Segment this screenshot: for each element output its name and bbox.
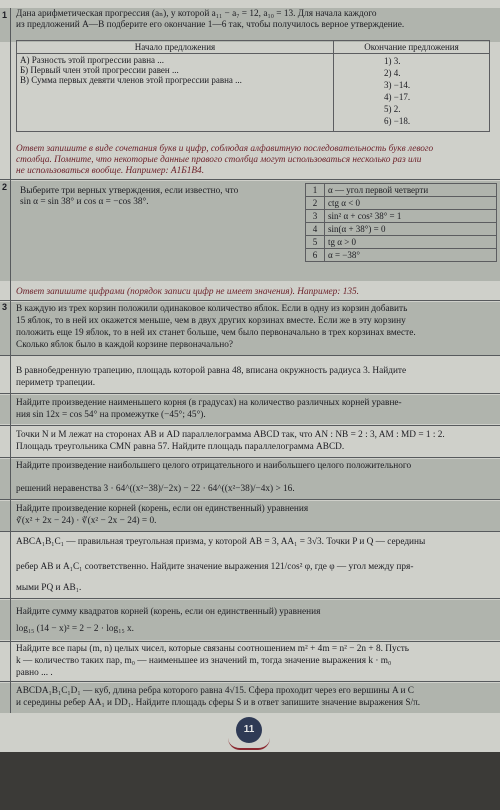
divider xyxy=(0,179,500,180)
task-number-1: 1 xyxy=(1,10,7,20)
task-9-line-3: мыми PQ и AB₁. xyxy=(16,583,82,593)
task-2-instruction: Ответ запишите цифрами (порядок записи цифр не имеет значения). Например: 135. xyxy=(16,287,359,297)
table2-n-2: 2 xyxy=(306,197,325,210)
table2-n-4: 4 xyxy=(306,223,325,236)
background-below-page xyxy=(0,752,500,810)
task-9-line-1: ABCA₁B₁C₁ — правильная треугольная призма, у которой AB = 3, AA₁ = 3√3. Точки P и Q — середины xyxy=(16,537,426,547)
table1-option-6: 6) −18. xyxy=(384,116,411,126)
task-3-line-4: Сколько яблок было в каждой корзине первоначально? xyxy=(16,340,233,350)
table1-option-5: 5) 2. xyxy=(384,104,401,114)
task-3-line-1: В каждую из трех корзин положили одинаковое количество яблок. Если в одну из корзин добавить xyxy=(16,304,408,314)
task-7-line-1: Найдите произведение наибольшего целого отрицательного и наибольшего целого положительного xyxy=(16,461,412,471)
task-7-line-2: решений неравенства 3 · 64^((x²−38)/−2x) − 22 · 64^((x²−38)/−4x) > 16. xyxy=(16,484,295,494)
task-10-line-2: log₁₅ (14 − x)² = 2 − 2 · log₁₅ x. xyxy=(16,624,134,634)
task-1-instruction-line-3: не использоваться вообще. Например: А1Б1В4. xyxy=(16,166,205,176)
table1-header-left: Начало предложения xyxy=(17,41,334,54)
table1-right-cell xyxy=(334,54,490,132)
task-4-line-2: периметр трапеции. xyxy=(16,378,96,388)
task-5-line-2: ния sin 12x = cos 54° на промежутке (−45°; 45°). xyxy=(16,410,206,420)
task-1-instruction-line-2: столбца. Помните, что некоторые данные правого столбца могут использоваться несколько раз или xyxy=(16,155,422,165)
task-2-line-1: Выберите три верных утверждения, если известно, что xyxy=(20,186,239,196)
task-10-line-1: Найдите сумму квадратов корней (корень, если он единственный) уравнения xyxy=(16,607,321,617)
task-11-line-2: k — количество таких пар, m₀ — наименьшее из значений m, тогда значение выражения k · m₀ xyxy=(16,656,392,666)
divider xyxy=(0,598,500,599)
task-8-line-2: ∛(x² + 2x − 24) · ∛(x² − 2x − 24) = 0. xyxy=(16,516,157,526)
task-6-line-1: Точки N и M лежат на сторонах AB и AD параллелограмма ABCD так, что AN : NB = 2 : 3, AM : MD = 1 : 2. xyxy=(16,430,445,440)
task-6-line-2: Площадь треугольника CMN равна 57. Найдите площадь параллелограмма ABCD. xyxy=(16,442,345,452)
divider xyxy=(0,300,500,301)
task-2-statements-table xyxy=(305,183,497,262)
table1-row-a: А) Разность этой прогрессии равна ... xyxy=(20,55,165,65)
table2-statement-5: tg α > 0 xyxy=(325,236,497,249)
task-1-line-2: из предложений А—В подберите его окончание 1—6 так, чтобы получилось верное утверждение. xyxy=(16,20,405,30)
task-11-line-3: равно ... . xyxy=(16,668,53,678)
table1-left-cell xyxy=(17,54,334,132)
table1-row-c: В) Сумма первых девяти членов этой прогрессии равна ... xyxy=(20,75,242,85)
task-5-line-1: Найдите произведение наименьшего корня (в градусах) на количество различных корней уравне- xyxy=(16,398,402,408)
table2-statement-1: α — угол первой четверти xyxy=(325,184,497,197)
table2-statement-4: sin(α + 38°) = 0 xyxy=(325,223,497,236)
task-number-3: 3 xyxy=(1,302,7,312)
divider xyxy=(0,457,500,458)
task-1-line-1: Дана арифметическая прогрессия (aₙ), у которой a₁₁ − a₇ = 12, a₁₀ = 13. Для начала каждого xyxy=(16,9,377,19)
divider xyxy=(0,641,500,642)
task-9-line-2: ребер AB и A₁C₁ соответственно. Найдите значение выражения 121/cos² φ, где φ — угол между пря- xyxy=(16,562,414,572)
divider xyxy=(0,393,500,394)
task-12-line-1: ABCDA₁B₁C₁D₁ — куб, длина ребра которого равна 4√15. Сфера проходит через его вершины A и C xyxy=(16,686,414,696)
table2-statement-2: ctg α < 0 xyxy=(325,197,497,210)
task-3-line-2: 15 яблок, то в ней их окажется меньше, чем в двух других корзинах вместе. Если же в эту корзину xyxy=(16,316,406,326)
table1-option-4: 4) −17. xyxy=(384,92,411,102)
table2-n-1: 1 xyxy=(306,184,325,197)
task-1-instruction-line-1: Ответ запишите в виде сочетания букв и цифр, соблюдая алфавитную последовательность букв левого xyxy=(16,144,434,154)
task-8-line-1: Найдите произведение корней (корень, если он единственный) уравнения xyxy=(16,504,309,514)
task-2-line-2: sin α = sin 38° и cos α = −cos 38°. xyxy=(20,197,149,207)
table2-statement-3: sin² α + cos² 38° = 1 xyxy=(325,210,497,223)
divider xyxy=(0,531,500,532)
margin-rule xyxy=(10,8,11,713)
divider xyxy=(0,355,500,356)
task-1-matching-table xyxy=(16,40,490,132)
task-4-line-1: В равнобедренную трапецию, площадь которой равна 48, вписана окружность радиуса 3. Найдите xyxy=(16,366,407,376)
task-number-2: 2 xyxy=(1,182,7,192)
table1-option-1: 1) 3. xyxy=(384,56,401,66)
divider xyxy=(0,681,500,682)
table2-n-6: 6 xyxy=(306,249,325,262)
table2-n-5: 5 xyxy=(306,236,325,249)
page-number-badge: 11 xyxy=(236,717,262,743)
table2-statement-6: α = −38° xyxy=(325,249,497,262)
page-number-accent xyxy=(228,738,270,750)
table2-n-3: 3 xyxy=(306,210,325,223)
table1-option-3: 3) −14. xyxy=(384,80,411,90)
divider xyxy=(0,425,500,426)
table1-row-b: Б) Первый член этой прогрессии равен ... xyxy=(20,65,179,75)
table1-option-2: 2) 4. xyxy=(384,68,401,78)
table1-header-right: Окончание предложения xyxy=(334,41,490,54)
task-12-line-2: и середины ребер AA₁ и DD₁. Найдите площадь сферы S и в ответ запишите значение выражения S/π. xyxy=(16,698,421,708)
divider xyxy=(0,499,500,500)
task-3-line-3: положить еще 19 яблок, то в ней их станет больше, чем было первоначально в трех корзинах вместе. xyxy=(16,328,416,338)
task-11-line-1: Найдите все пары (m, n) целых чисел, которые связаны соотношением m² + 4m = n² − 2n + 8. Пусть xyxy=(16,644,410,654)
